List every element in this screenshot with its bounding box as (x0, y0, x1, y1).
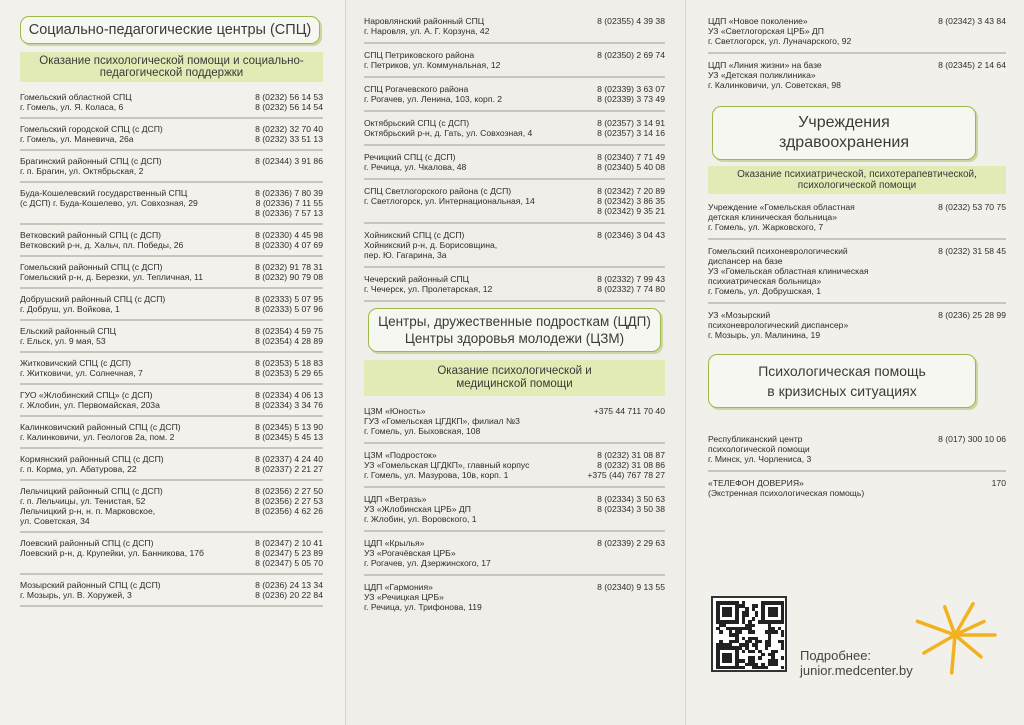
entry-address: Наровлянский районный СПЦ г. Наровля, ул. А. Г. Корзуна, 42 (364, 16, 490, 36)
entry-phone[interactable]: 8 (02344) 3 91 86 (255, 156, 323, 166)
entry-phone[interactable]: 8 (02336) 7 80 39 8 (02336) 7 11 55 8 (02336) 7 57 13 (255, 188, 323, 218)
entry-address: ЦДП «Новое поколение» УЗ «Светлогорская ЦРБ» ДП г. Светлогорск, ул. Луначарского, 92 (708, 16, 852, 46)
entry-phone[interactable]: 8 (02342) 3 43 84 (938, 16, 1006, 26)
entry-phone[interactable]: 8 (0232) 31 08 87 8 (0232) 31 08 86 +375 (44) 767 78 27 (587, 450, 665, 480)
section-band-spc: Оказание психологической помощи и социально-педагогической поддержки (20, 52, 323, 82)
list-item (708, 16, 1006, 54)
entry-phone[interactable]: 8 (02340) 7 71 49 8 (02340) 5 40 08 (597, 152, 665, 172)
entry-address: ЦДП «Ветразь» УЗ «Жлобинская ЦРБ» ДП г. Жлобин, ул. Воровского, 1 (364, 494, 477, 524)
entry-phone[interactable]: 8 (02356) 2 27 50 8 (02356) 2 27 53 8 (02356) 4 62 26 (255, 486, 323, 516)
entry-phone[interactable]: 8 (02339) 3 63 07 8 (02339) 3 73 49 (597, 84, 665, 104)
list-item (364, 50, 665, 78)
entry-phone[interactable]: 8 (02345) 5 13 90 8 (02345) 5 45 13 (255, 422, 323, 442)
list-item (708, 434, 1006, 472)
entry-phone[interactable]: 8 (02339) 2 29 63 (597, 538, 665, 548)
entry-address: Хойникский СПЦ (с ДСП) Хойникский р-н, д. Борисовщина, пер. Ю. Гагарина, 3а (364, 230, 498, 260)
spc-list-continued (364, 16, 665, 302)
sun-burst-icon (910, 590, 1000, 680)
entry-phone[interactable]: 8 (02342) 7 20 89 8 (02342) 3 86 35 8 (02342) 9 35 21 (597, 186, 665, 216)
entry-address: Брагинский районный СПЦ (с ДСП) г. п. Брагин, ул. Октябрьская, 2 (20, 156, 162, 176)
entry-phone[interactable]: 8 (0236) 24 13 34 8 (0236) 20 22 84 (255, 580, 323, 600)
entry-address: Чечерский районный СПЦ г. Чечерск, ул. Пролетарская, 12 (364, 274, 493, 294)
entry-phone[interactable]: 8 (017) 300 10 06 (938, 434, 1006, 444)
entry-address: Гомельский психоневрологический диспансер на базе УЗ «Гомельская областная клиническая психиатрическая больница» г. Гомель, ул. Добрушская, 1 (708, 246, 869, 296)
list-item (364, 230, 665, 268)
list-item (20, 124, 323, 151)
entry-address: Учреждение «Гомельская областная детская клиническая больница» г. Гомель, ул. Жарковского, 7 (708, 202, 855, 232)
entry-address: СПЦ Рогачевского района г. Рогачев, ул. Ленина, 103, корп. 2 (364, 84, 503, 104)
entry-address: ЦЗМ «Подросток» УЗ «Гомельская ЦГДКП», главный корпус г. Гомель, ул. Мазурова, 10в, корп. 1 (364, 450, 530, 480)
list-item (364, 582, 665, 618)
health-list (708, 202, 1006, 346)
list-item (708, 310, 1006, 346)
entry-address: Гомельский областной СПЦ г. Гомель, ул. Я. Коласа, 6 (20, 92, 132, 112)
qr-code[interactable] (711, 596, 787, 672)
entry-address: Лельчицкий районный СПЦ (с ДСП) г. п. Лельчицы, ул. Тенистая, 52 Лельчицкий р-н, н. п. Марковское, ул. Советская, 34 (20, 486, 163, 526)
list-item (364, 450, 665, 488)
entry-phone[interactable]: 8 (02347) 2 10 41 8 (02347) 5 23 89 8 (02347) 5 05 70 (255, 538, 323, 568)
cdp-list (364, 406, 665, 618)
list-item (20, 262, 323, 289)
column-continued (345, 0, 685, 725)
entry-phone[interactable]: 8 (0232) 31 58 45 (938, 246, 1006, 256)
section-title-health: Учреждения здравоохранения (712, 106, 976, 160)
crisis-list (708, 434, 1006, 504)
entry-phone[interactable]: 8 (02350) 2 69 74 (597, 50, 665, 60)
section-band-health: Оказание психиатрической, психотерапевтической, психологической помощи (708, 166, 1006, 194)
list-item (708, 202, 1006, 240)
entry-address: ГУО «Жлобинский СПЦ» (с ДСП) г. Жлобин, ул. Первомайская, 203а (20, 390, 160, 410)
entry-address: Житковичский СПЦ (с ДСП) г. Житковичи, ул. Солнечная, 7 (20, 358, 143, 378)
list-item (20, 580, 323, 607)
entry-phone[interactable]: 8 (0232) 56 14 53 8 (0232) 56 14 54 (255, 92, 323, 112)
entry-address: Лоевский районный СПЦ (с ДСП) Лоевский р-н, д. Крупейки, ул. Банникова, 17б (20, 538, 204, 558)
list-item (20, 358, 323, 385)
entry-phone[interactable]: +375 44 711 70 40 (593, 406, 665, 416)
list-item (364, 84, 665, 112)
list-item (20, 486, 323, 533)
entry-address: Речицкий СПЦ (с ДСП) г. Речица, ул. Чкалова, 48 (364, 152, 467, 172)
list-item (20, 538, 323, 575)
entry-phone[interactable]: 8 (02334) 3 50 63 8 (02334) 3 50 38 (597, 494, 665, 514)
list-item (20, 294, 323, 321)
entry-address: ЦДП «Линия жизни» на базе УЗ «Детская поликлиника» г. Калинковичи, ул. Советская, 98 (708, 60, 841, 90)
section-title-spc: Социально-педагогические центры (СПЦ) (20, 16, 320, 44)
entry-phone[interactable]: 8 (0232) 32 70 40 8 (0232) 33 51 13 (255, 124, 323, 144)
list-item (364, 186, 665, 224)
cdp-list-continued (708, 16, 1006, 96)
entry-address: Гомельский городской СПЦ (с ДСП) г. Гомель, ул. Маневича, 26а (20, 124, 163, 144)
entry-address: Буда-Кошелевский государственный СПЦ (с ДСП) г. Буда-Кошелево, ул. Совхозная, 29 (20, 188, 198, 208)
entry-phone[interactable]: 8 (02333) 5 07 95 8 (02333) 5 07 96 (255, 294, 323, 314)
entry-address: ЦДП «Гармония» УЗ «Речицкая ЦРБ» г. Речица, ул. Трифонова, 119 (364, 582, 482, 612)
column-spc (0, 0, 345, 725)
spc-list (20, 92, 323, 607)
entry-address: Октябрьский СПЦ (с ДСП) Октябрьский р-н, д. Гать, ул. Совхозная, 4 (364, 118, 533, 138)
entry-phone[interactable]: 8 (02334) 4 06 13 8 (02334) 3 34 76 (255, 390, 323, 410)
entry-address: СПЦ Петриковского района г. Петриков, ул. Коммунальная, 12 (364, 50, 501, 70)
list-item (20, 92, 323, 119)
entry-address: Калинковичский районный СПЦ (с ДСП) г. Калинковичи, ул. Геологов 2а, пом. 2 (20, 422, 181, 442)
list-item (364, 538, 665, 576)
entry-address: Кормянский районный СПЦ (с ДСП) г. п. Корма, ул. Абатурова, 22 (20, 454, 164, 474)
entry-phone[interactable]: 8 (0232) 91 78 31 8 (0232) 90 79 08 (255, 262, 323, 282)
entry-phone[interactable]: 8 (02330) 4 45 98 8 (02330) 4 07 69 (255, 230, 323, 250)
list-item (20, 230, 323, 257)
list-item (20, 454, 323, 481)
section-band-cdp: Оказание психологической и медицинской помощи (364, 360, 665, 396)
entry-phone[interactable]: 8 (02353) 5 18 83 8 (02353) 5 29 65 (255, 358, 323, 378)
list-item (708, 246, 1006, 304)
entry-address: УЗ «Мозырский психоневрологический диспансер» г. Мозырь, ул. Малинина, 19 (708, 310, 849, 340)
list-item (364, 406, 665, 444)
list-item (364, 152, 665, 180)
list-item (20, 326, 323, 353)
entry-phone[interactable]: 8 (02332) 7 99 43 8 (02332) 7 74 80 (597, 274, 665, 294)
section-title-crisis: Психологическая помощь в кризисных ситуациях (708, 354, 976, 408)
entry-phone[interactable]: 8 (02346) 3 04 43 (597, 230, 665, 240)
entry-address: ЦЗМ «Юность» ГУЗ «Гомельская ЦГДКП», филиал №3 г. Гомель, ул. Быховская, 108 (364, 406, 520, 436)
entry-address: Мозырский районный СПЦ (с ДСП) г. Мозырь, ул. В. Хоружей, 3 (20, 580, 161, 600)
more-info-link[interactable]: Подробнее: junior.medcenter.by (800, 648, 913, 678)
entry-address: Республиканский центр психологической помощи г. Минск, ул. Чорлениса, 3 (708, 434, 812, 464)
entry-phone[interactable]: 8 (0236) 25 28 99 (938, 310, 1006, 320)
section-title-cdp: Центры, дружественные подросткам (ЦДП) Центры здоровья молодежи (ЦЗМ) (368, 308, 661, 352)
entry-address: Добрушский районный СПЦ (с ДСП) г. Добруш, ул. Войкова, 1 (20, 294, 166, 314)
entry-address: ЦДП «Крылья» УЗ «Рогачёвская ЦРБ» г. Рогачев, ул. Дзержинского, 17 (364, 538, 491, 568)
entry-address: «ТЕЛЕФОН ДОВЕРИЯ» (Экстренная психологическая помощь) (708, 478, 865, 498)
entry-address: Гомельский районный СПЦ (с ДСП) Гомельский р-н, д. Березки, ул. Тепличная, 11 (20, 262, 204, 282)
entry-phone[interactable]: 8 (02357) 3 14 91 8 (02357) 3 14 16 (597, 118, 665, 138)
list-item (364, 274, 665, 302)
list-item (20, 188, 323, 225)
entry-phone[interactable]: 8 (02340) 9 13 55 (597, 582, 665, 592)
entry-phone[interactable]: 8 (02345) 2 14 64 (938, 60, 1006, 70)
entry-phone[interactable]: 8 (02355) 4 39 38 (597, 16, 665, 26)
entry-phone[interactable]: 8 (02354) 4 59 75 8 (02354) 4 28 89 (255, 326, 323, 346)
list-item (708, 478, 1006, 504)
list-item (20, 156, 323, 183)
entry-address: Ельский районный СПЦ г. Ельск, ул. 9 мая, 53 (20, 326, 117, 346)
list-item (708, 60, 1006, 96)
list-item (364, 16, 665, 44)
list-item (20, 390, 323, 417)
entry-phone[interactable]: 8 (0232) 53 70 75 (938, 202, 1006, 212)
entry-address: СПЦ Светлогорского района (с ДСП) г. Светлогорск, ул. Интернациональная, 14 (364, 186, 535, 206)
list-item (20, 422, 323, 449)
entry-phone[interactable]: 170 (991, 478, 1006, 488)
list-item (364, 118, 665, 146)
entry-phone[interactable]: 8 (02337) 4 24 40 8 (02337) 2 21 27 (255, 454, 323, 474)
entry-address: Ветковский районный СПЦ (с ДСП) Ветковский р-н, д. Хальч, пл. Победы, 26 (20, 230, 184, 250)
list-item (364, 494, 665, 532)
